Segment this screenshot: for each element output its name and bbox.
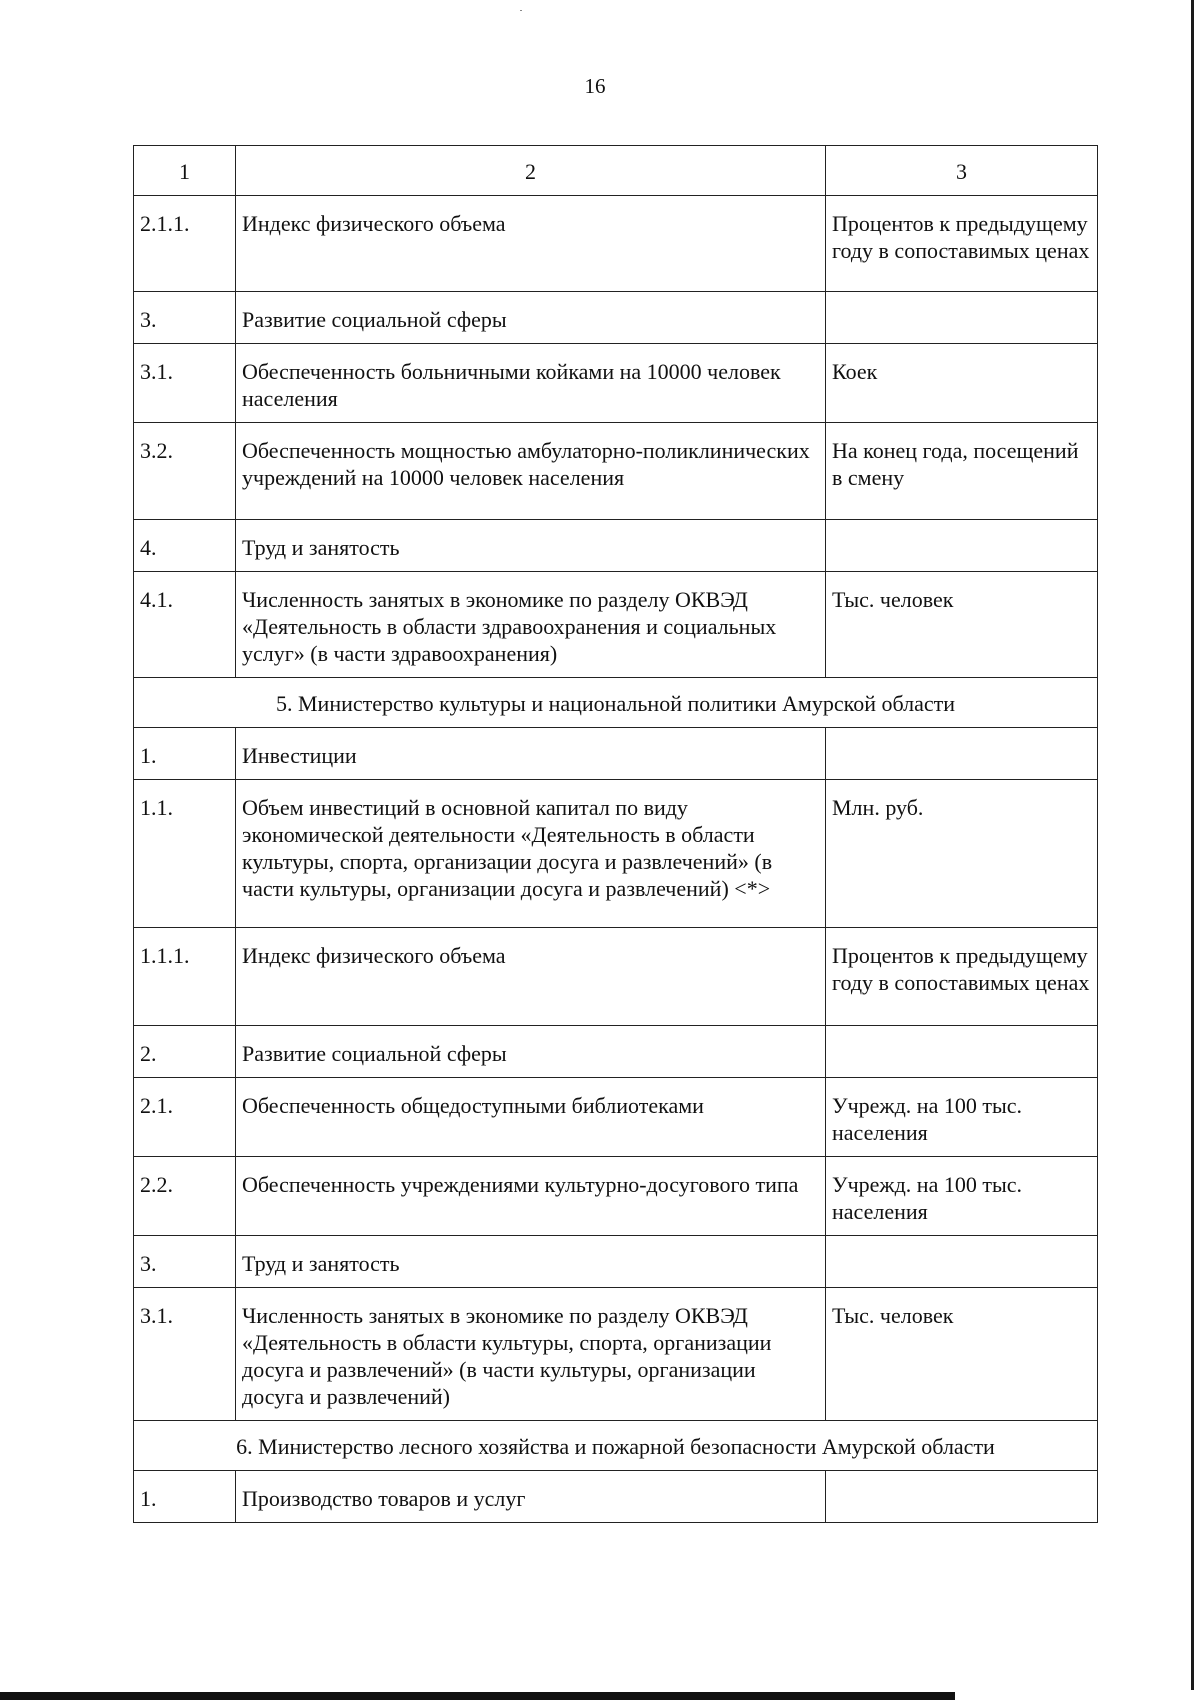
- unit-of-measure: Тыс. человек: [826, 1288, 1098, 1421]
- table-row: [134, 344, 1098, 423]
- unit-of-measure: [826, 292, 1098, 344]
- table-row: [134, 520, 1098, 572]
- indicators-table: [133, 145, 1098, 1523]
- unit-of-measure: Процентов к предыдущему году в сопоставимых ценах: [826, 196, 1098, 292]
- table-row: [134, 572, 1098, 678]
- indicator-name: Развитие социальной сферы: [236, 1026, 826, 1078]
- table-row: [134, 423, 1098, 520]
- section-title: 5. Министерство культуры и национальной политики Амурской области: [134, 678, 1098, 728]
- table-row: [134, 728, 1098, 780]
- row-number: 3.1.: [134, 1288, 236, 1421]
- page-number: 16: [584, 74, 606, 98]
- unit-of-measure: Млн. руб.: [826, 780, 1098, 928]
- table-row: [134, 1471, 1098, 1523]
- header-cell-num: 1: [134, 146, 236, 196]
- section-title: 6. Министерство лесного хозяйства и пожарной безопасности Амурской области: [134, 1421, 1098, 1471]
- row-number: 1.1.: [134, 780, 236, 928]
- indicator-name: Производство товаров и услуг: [236, 1471, 826, 1523]
- row-number: 3.: [134, 1236, 236, 1288]
- section-row: [134, 678, 1098, 728]
- header-cell-name: 2: [236, 146, 826, 196]
- indicator-name: Численность занятых в экономике по разделу ОКВЭД «Деятельность в области культуры, спорта, организации досуга и развлечений» (в части культуры, организации досуга и развлечений): [236, 1288, 826, 1421]
- row-number: 1.1.1.: [134, 928, 236, 1026]
- row-number: 1.: [134, 728, 236, 780]
- scan-speck: [520, 10, 522, 11]
- scan-edge-bottom: [0, 1692, 955, 1700]
- row-number: 4.: [134, 520, 236, 572]
- row-number: 2.1.: [134, 1078, 236, 1157]
- indicator-name: Труд и занятость: [236, 1236, 826, 1288]
- unit-of-measure: [826, 1026, 1098, 1078]
- indicator-name: Численность занятых в экономике по разделу ОКВЭД «Деятельность в области здравоохранения и социальных услуг» (в части здравоохранения): [236, 572, 826, 678]
- table-row: [134, 1078, 1098, 1157]
- table-row: [134, 1236, 1098, 1288]
- header-cell-unit: 3: [826, 146, 1098, 196]
- unit-of-measure: Учрежд. на 100 тыс. населения: [826, 1157, 1098, 1236]
- table-row: [134, 1026, 1098, 1078]
- table-body: [134, 146, 1098, 1523]
- indicator-name: Обеспеченность больничными койками на 10000 человек населения: [236, 344, 826, 423]
- table-row: [134, 1157, 1098, 1236]
- indicator-name: Инвестиции: [236, 728, 826, 780]
- row-number: 2.1.1.: [134, 196, 236, 292]
- header-row: [134, 146, 1098, 196]
- unit-of-measure: На конец года, посещений в смену: [826, 423, 1098, 520]
- indicator-name: Развитие социальной сферы: [236, 292, 826, 344]
- table-row: [134, 928, 1098, 1026]
- table-row: [134, 196, 1098, 292]
- indicator-name: Обеспеченность общедоступными библиотеками: [236, 1078, 826, 1157]
- row-number: 2.: [134, 1026, 236, 1078]
- row-number: 3.: [134, 292, 236, 344]
- row-number: 3.2.: [134, 423, 236, 520]
- unit-of-measure: Процентов к предыдущему году в сопоставимых ценах: [826, 928, 1098, 1026]
- row-number: 3.1.: [134, 344, 236, 423]
- indicator-name: Индекс физического объема: [236, 196, 826, 292]
- table-row: [134, 780, 1098, 928]
- unit-of-measure: Тыс. человек: [826, 572, 1098, 678]
- indicator-name: Обеспеченность учреждениями культурно-досугового типа: [236, 1157, 826, 1236]
- section-row: [134, 1421, 1098, 1471]
- unit-of-measure: Коек: [826, 344, 1098, 423]
- indicator-name: Труд и занятость: [236, 520, 826, 572]
- row-number: 1.: [134, 1471, 236, 1523]
- unit-of-measure: [826, 520, 1098, 572]
- unit-of-measure: [826, 728, 1098, 780]
- indicator-name: Обеспеченность мощностью амбулаторно-поликлинических учреждений на 10000 человек населения: [236, 423, 826, 520]
- unit-of-measure: [826, 1471, 1098, 1523]
- unit-of-measure: [826, 1236, 1098, 1288]
- unit-of-measure: Учрежд. на 100 тыс. населения: [826, 1078, 1098, 1157]
- table-row: [134, 292, 1098, 344]
- indicator-name: Объем инвестиций в основной капитал по виду экономической деятельности «Деятельность в области культуры, спорта, организации досуга и развлечений» (в части культуры, организации досуга и развлечений) <*>: [236, 780, 826, 928]
- scan-edge-right: [1191, 0, 1194, 1690]
- row-number: 4.1.: [134, 572, 236, 678]
- table-row: [134, 1288, 1098, 1421]
- row-number: 2.2.: [134, 1157, 236, 1236]
- indicator-name: Индекс физического объема: [236, 928, 826, 1026]
